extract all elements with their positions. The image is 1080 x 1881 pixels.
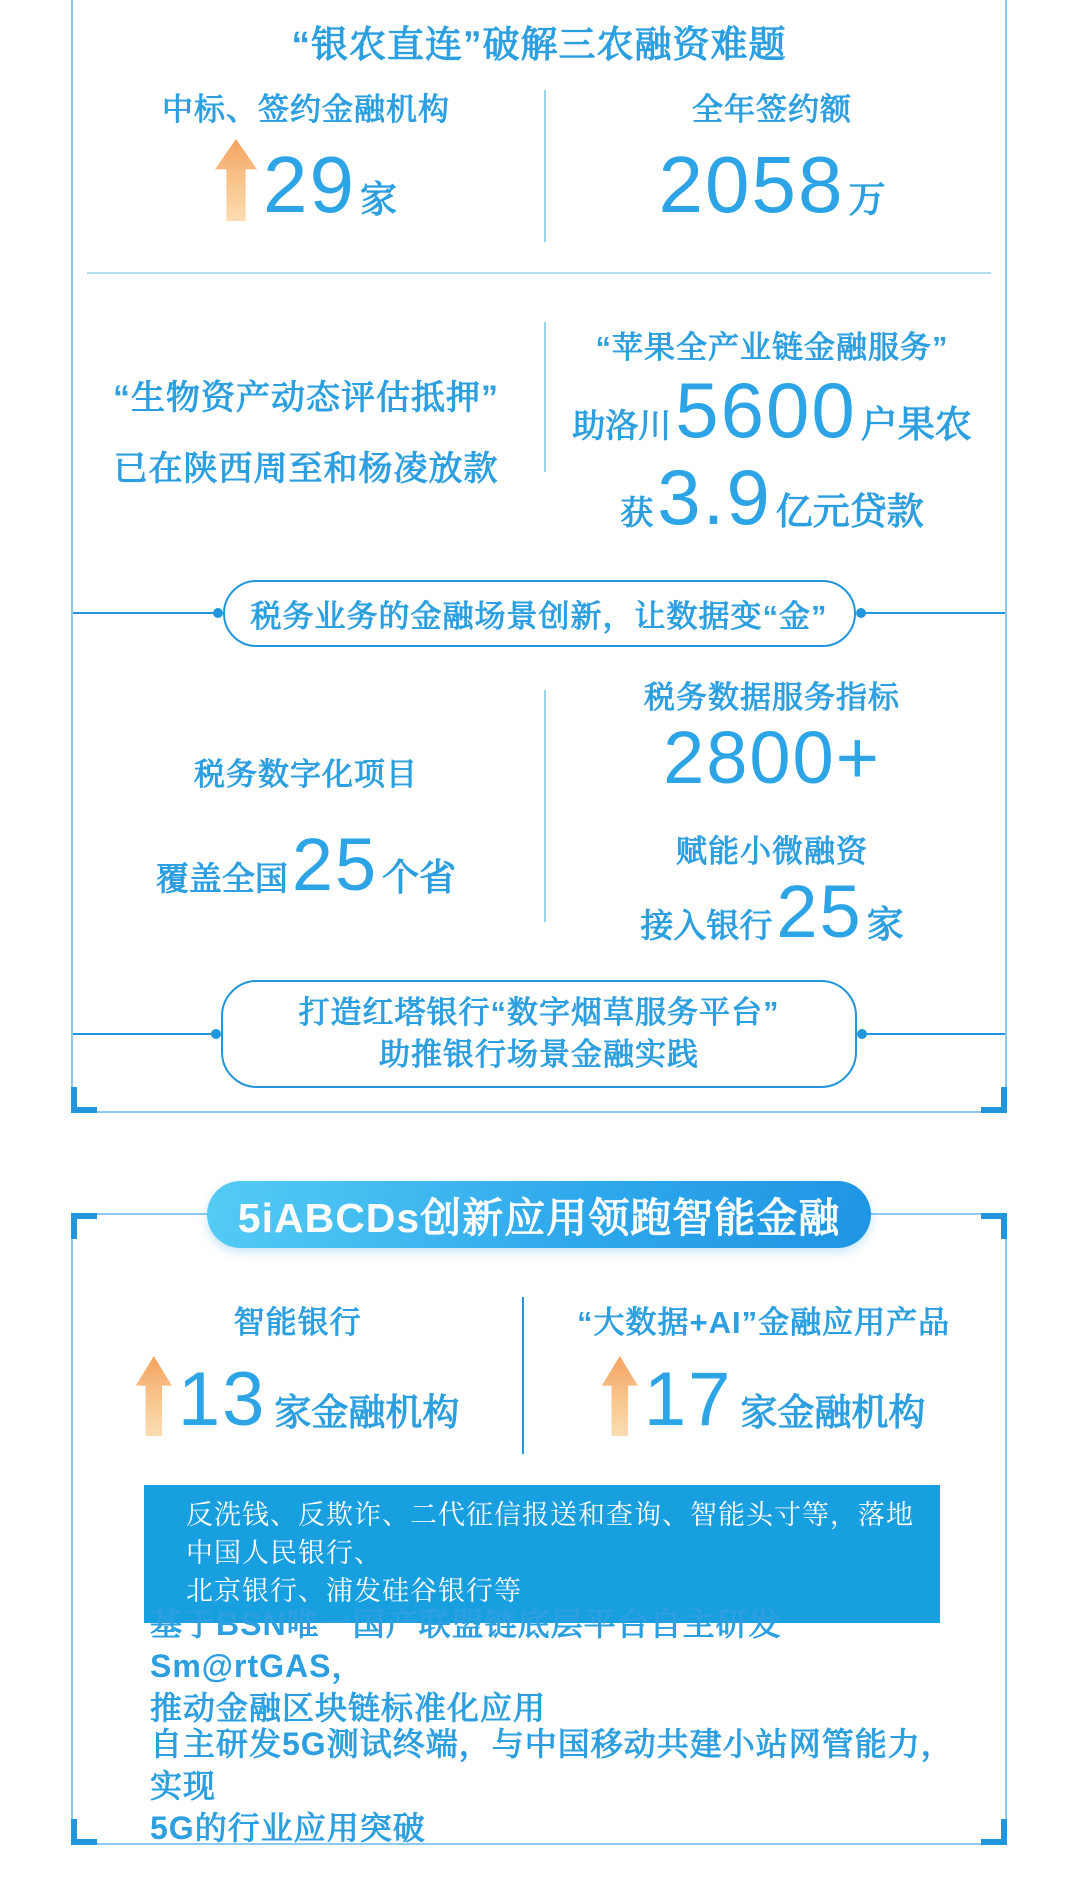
section-title-agri: “银农直连”破解三农融资难题 bbox=[291, 24, 787, 65]
smart-bank-value-row bbox=[136, 1356, 460, 1446]
smart-finance-header-pill: 5iABCDs创新应用领跑智能金融 bbox=[207, 1181, 871, 1248]
stat-contract-value: 2058 bbox=[658, 140, 845, 229]
tax-project-suffix: 个省 bbox=[382, 857, 457, 899]
connector-dot bbox=[211, 1029, 221, 1039]
stat-institutions-label: 中标、签约金融机构 bbox=[162, 92, 450, 127]
tax-scene-pill: 税务业务的金融场景创新，让数据变“金” bbox=[223, 580, 856, 647]
bsn-paragraph-line1: 基于BSN唯一国产联盟链底层平台自主研发Sm@rtGAS， bbox=[150, 1606, 782, 1684]
stat-institutions-value-row bbox=[215, 139, 397, 233]
hongta-pill-line2: 助推银行场景金融实践 bbox=[379, 1037, 699, 1072]
column-divider bbox=[544, 90, 546, 242]
apple-farmers-suffix: 户果农 bbox=[860, 404, 972, 445]
tax-project-prefix: 覆盖全国 bbox=[155, 860, 288, 898]
column-divider bbox=[544, 322, 546, 472]
corner-bracket bbox=[71, 1819, 97, 1845]
tax-pill-row bbox=[73, 587, 1005, 639]
banner-line1: 反洗钱、反欺诈、二代征信报送和查询、智能头寸等，落地中国人民银行、 bbox=[186, 1500, 914, 1568]
connector-dot bbox=[856, 608, 866, 618]
connector-line bbox=[73, 1033, 211, 1035]
corner-bracket bbox=[71, 1213, 97, 1239]
apple-farmers-prefix: 助洛川 bbox=[572, 407, 672, 444]
stat-contract bbox=[539, 84, 1005, 249]
tax-banks-value: 25 bbox=[776, 870, 863, 954]
apple-loan-value: 3.9 bbox=[657, 453, 772, 542]
apple-loan-suffix: 亿元贷款 bbox=[775, 491, 924, 533]
tax-banks-prefix: 接入银行 bbox=[640, 907, 773, 945]
up-arrow-icon bbox=[136, 1356, 172, 1436]
connector-line bbox=[867, 1033, 1005, 1035]
stat-contract-label: 全年签约额 bbox=[692, 92, 852, 127]
corner-bracket bbox=[981, 1087, 1007, 1113]
5g-terminal-paragraph bbox=[150, 1723, 955, 1849]
horizontal-divider bbox=[87, 272, 991, 274]
card-agri-tax-finance bbox=[71, 0, 1007, 1113]
smart-bank-suffix: 家金融机构 bbox=[274, 1392, 460, 1433]
card-smart-finance bbox=[71, 1195, 1007, 1846]
hongta-pill-row bbox=[73, 992, 1005, 1076]
corner-bracket bbox=[71, 1087, 97, 1113]
tax-index-label: 税务数据服务指标 bbox=[644, 680, 900, 715]
hongta-pill-line1: 打造红塔银行“数字烟草服务平台” bbox=[298, 995, 780, 1030]
corner-bracket bbox=[981, 1819, 1007, 1845]
stat-contract-unit: 万 bbox=[848, 179, 886, 220]
apple-farmers-row bbox=[572, 367, 972, 454]
connector-dot bbox=[213, 608, 223, 618]
up-arrow-icon bbox=[215, 139, 257, 221]
apple-loan-prefix: 获 bbox=[620, 494, 654, 532]
hongta-bank-pill bbox=[221, 980, 857, 1088]
bigdata-ai-block bbox=[522, 1297, 1005, 1472]
bigdata-ai-value: 17 bbox=[643, 1357, 733, 1442]
bio-asset-line2: 已在陕西周至和杨凌放款 bbox=[113, 450, 499, 488]
stat-contract-value-row bbox=[659, 139, 886, 231]
tax-project-value-row bbox=[156, 824, 456, 907]
bsn-blockchain-paragraph bbox=[150, 1603, 955, 1729]
apple-finance-title: “苹果全产业链金融服务” bbox=[595, 330, 949, 365]
smart-bank-value: 13 bbox=[177, 1357, 267, 1442]
bigdata-ai-label: “大数据+AI”金融应用产品 bbox=[577, 1305, 951, 1340]
apple-farmers-value: 5600 bbox=[675, 366, 857, 454]
up-arrow-icon bbox=[602, 1356, 638, 1436]
corner-bracket bbox=[981, 1213, 1007, 1239]
apple-loan-row bbox=[620, 454, 923, 541]
bsn-paragraph-line2: 推动金融区块链标准化应用 bbox=[150, 1690, 547, 1726]
column-divider bbox=[544, 690, 546, 922]
smart-stats-row bbox=[73, 1297, 1005, 1472]
bigdata-ai-value-row bbox=[602, 1356, 926, 1446]
tax-index-value: 2800+ bbox=[663, 716, 881, 799]
tax-project-label: 税务数字化项目 bbox=[194, 757, 418, 793]
stat-institutions bbox=[73, 84, 539, 249]
tax-stats-row bbox=[73, 660, 1005, 960]
bio-asset-block bbox=[73, 296, 539, 564]
5g-paragraph-line2: 5G的行业应用突破 bbox=[150, 1810, 426, 1846]
bio-asset-line1: “生物资产动态评估抵押” bbox=[113, 379, 499, 417]
bigdata-ai-suffix: 家金融机构 bbox=[740, 1392, 926, 1433]
smart-bank-label: 智能银行 bbox=[233, 1305, 362, 1340]
tax-banks-suffix: 家 bbox=[866, 904, 904, 946]
5g-paragraph-line1: 自主研发5G测试终端，与中国移动共建小站网管能力，实现 bbox=[150, 1726, 954, 1804]
column-divider bbox=[522, 1297, 524, 1454]
bio-apple-row bbox=[73, 296, 1005, 564]
connector-line bbox=[866, 612, 1006, 614]
stat-institutions-unit: 家 bbox=[359, 179, 397, 220]
tax-banks-label: 赋能小微融资 bbox=[676, 834, 868, 870]
connector-line bbox=[73, 612, 213, 614]
agri-stats-row bbox=[73, 84, 1005, 249]
smart-bank-block bbox=[73, 1297, 522, 1472]
tax-banks-value-row bbox=[640, 871, 903, 954]
connector-dot bbox=[857, 1029, 867, 1039]
apple-finance-block bbox=[539, 296, 1005, 564]
banner-line2: 北京银行、浦发硅谷银行等 bbox=[186, 1576, 522, 1606]
stat-institutions-value: 29 bbox=[263, 140, 356, 229]
tax-project-block bbox=[73, 660, 539, 960]
tax-index-block bbox=[539, 660, 1005, 960]
tax-project-value: 25 bbox=[291, 823, 379, 907]
